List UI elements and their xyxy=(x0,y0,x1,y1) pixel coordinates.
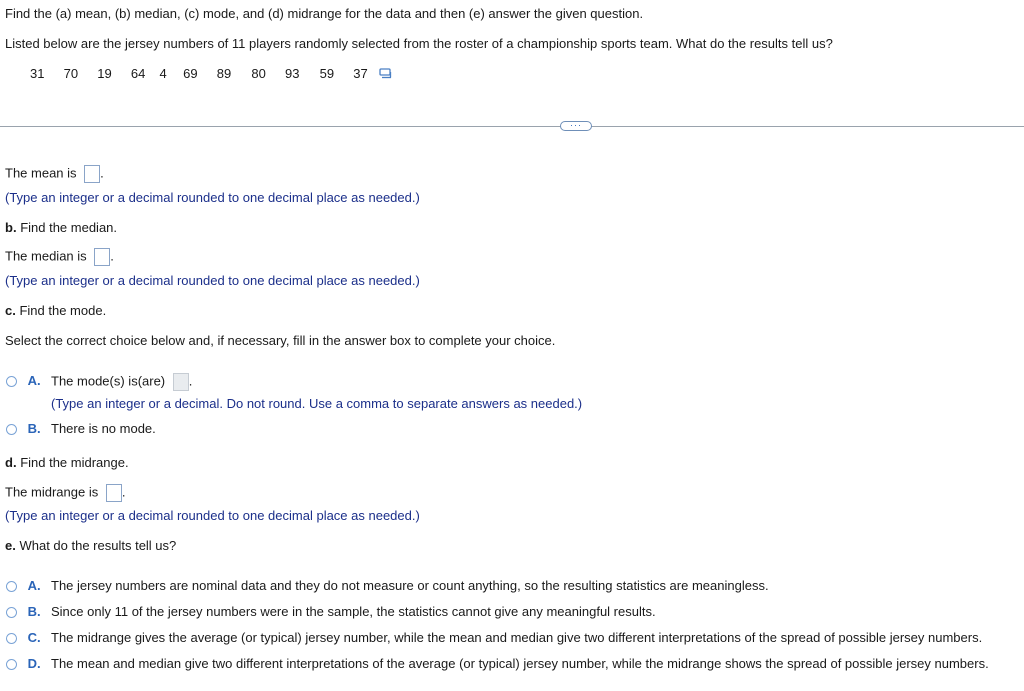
choice-letter: D. xyxy=(27,656,41,671)
mean-prefix: The mean is xyxy=(5,165,77,181)
midrange-answer-box[interactable] xyxy=(106,484,122,502)
midrange-line xyxy=(5,484,125,502)
midrange-heading: d. Find the midrange. xyxy=(5,455,129,470)
median-hint: (Type an integer or a decimal rounded to one decimal place as needed.) xyxy=(5,273,420,288)
instructions-text: Find the (a) mean, (b) median, (c) mode, and (d) midrange for the data and then (e) answer the given question. xyxy=(5,6,644,21)
mean-line xyxy=(5,165,104,183)
data-value: 93 xyxy=(285,66,300,81)
mode-instruction: Select the correct choice below and, if necessary, fill in the answer box to complete your choice. xyxy=(5,333,556,348)
median-suffix: . xyxy=(110,248,114,264)
results-choice-b[interactable] xyxy=(6,604,41,619)
mode-choice-b[interactable] xyxy=(6,421,41,436)
mode-heading: c. Find the mode. xyxy=(5,303,107,318)
data-value: 64 xyxy=(130,66,146,81)
midrange-suffix: . xyxy=(121,484,126,500)
data-value: 80 xyxy=(251,66,266,81)
mode-choice-a-text: The mode(s) is(are) . xyxy=(51,373,192,391)
mean-hint: (Type an integer or a decimal rounded to one decimal place as needed.) xyxy=(5,190,420,205)
midrange-hint: (Type an integer or a decimal rounded to one decimal place as needed.) xyxy=(5,508,420,523)
section-divider xyxy=(0,126,1024,127)
choice-text: The mean and median give two different interpretations of the average (or typical) jersey number, while the midrange shows the spread of possible jersey numbers. xyxy=(51,656,989,671)
mean-answer-box[interactable] xyxy=(84,165,100,183)
data-value: 37 xyxy=(353,66,368,81)
mode-choice-a[interactable] xyxy=(6,373,41,388)
mean-suffix: . xyxy=(100,165,104,181)
data-value: 59 xyxy=(319,66,335,81)
more-button[interactable]: ··· xyxy=(560,121,592,131)
data-value: 4 xyxy=(159,66,167,81)
choice-text: There is no mode. xyxy=(51,421,156,436)
midrange-prefix: The midrange is xyxy=(5,484,99,500)
data-value: 89 xyxy=(216,66,232,81)
results-heading: e. What do the results tell us? xyxy=(5,538,177,553)
data-value: 31 xyxy=(30,66,45,81)
median-prefix: The median is xyxy=(5,248,87,264)
choice-text: The mode(s) is(are) xyxy=(51,373,166,389)
results-choice-a[interactable] xyxy=(6,578,41,593)
choice-letter: B. xyxy=(27,421,41,436)
radio-circle-icon[interactable] xyxy=(6,607,17,618)
data-value: 70 xyxy=(63,66,79,81)
choice-text: The midrange gives the average (or typical) jersey number, while the mean and median give two different interpretations of the spread of possible jersey numbers. xyxy=(51,630,983,645)
question-text: Listed below are the jersey numbers of 11 players randomly selected from the roster of a championship sports team. What do the results tell us? xyxy=(5,36,833,51)
data-values-row xyxy=(30,66,392,82)
choice-letter: A. xyxy=(27,578,41,593)
median-answer-box[interactable] xyxy=(94,248,110,266)
choice-letter: A. xyxy=(27,373,41,388)
choice-letter: C. xyxy=(27,630,41,645)
median-heading: b. Find the median. xyxy=(5,220,118,235)
data-value: 69 xyxy=(183,66,198,81)
data-value: 19 xyxy=(97,66,112,81)
radio-circle-icon[interactable] xyxy=(6,376,17,387)
choice-text: Since only 11 of the jersey numbers were in the sample, the statistics cannot give any meaningful results. xyxy=(51,604,656,619)
radio-circle-icon[interactable] xyxy=(6,581,17,592)
radio-circle-icon[interactable] xyxy=(6,633,17,644)
mode-choice-a-hint: (Type an integer or a decimal. Do not round. Use a comma to separate answers as needed.) xyxy=(51,396,583,411)
choice-text: The jersey numbers are nominal data and they do not measure or count anything, so the resulting statistics are meaningless. xyxy=(51,578,769,593)
radio-circle-icon[interactable] xyxy=(6,659,17,670)
choice-letter: B. xyxy=(27,604,41,619)
median-line xyxy=(5,248,114,266)
copy-icon[interactable] xyxy=(379,67,392,82)
results-choice-c[interactable] xyxy=(6,630,41,645)
radio-circle-icon[interactable] xyxy=(6,424,17,435)
mode-answer-box[interactable] xyxy=(173,373,189,391)
results-choice-d[interactable] xyxy=(6,656,41,671)
